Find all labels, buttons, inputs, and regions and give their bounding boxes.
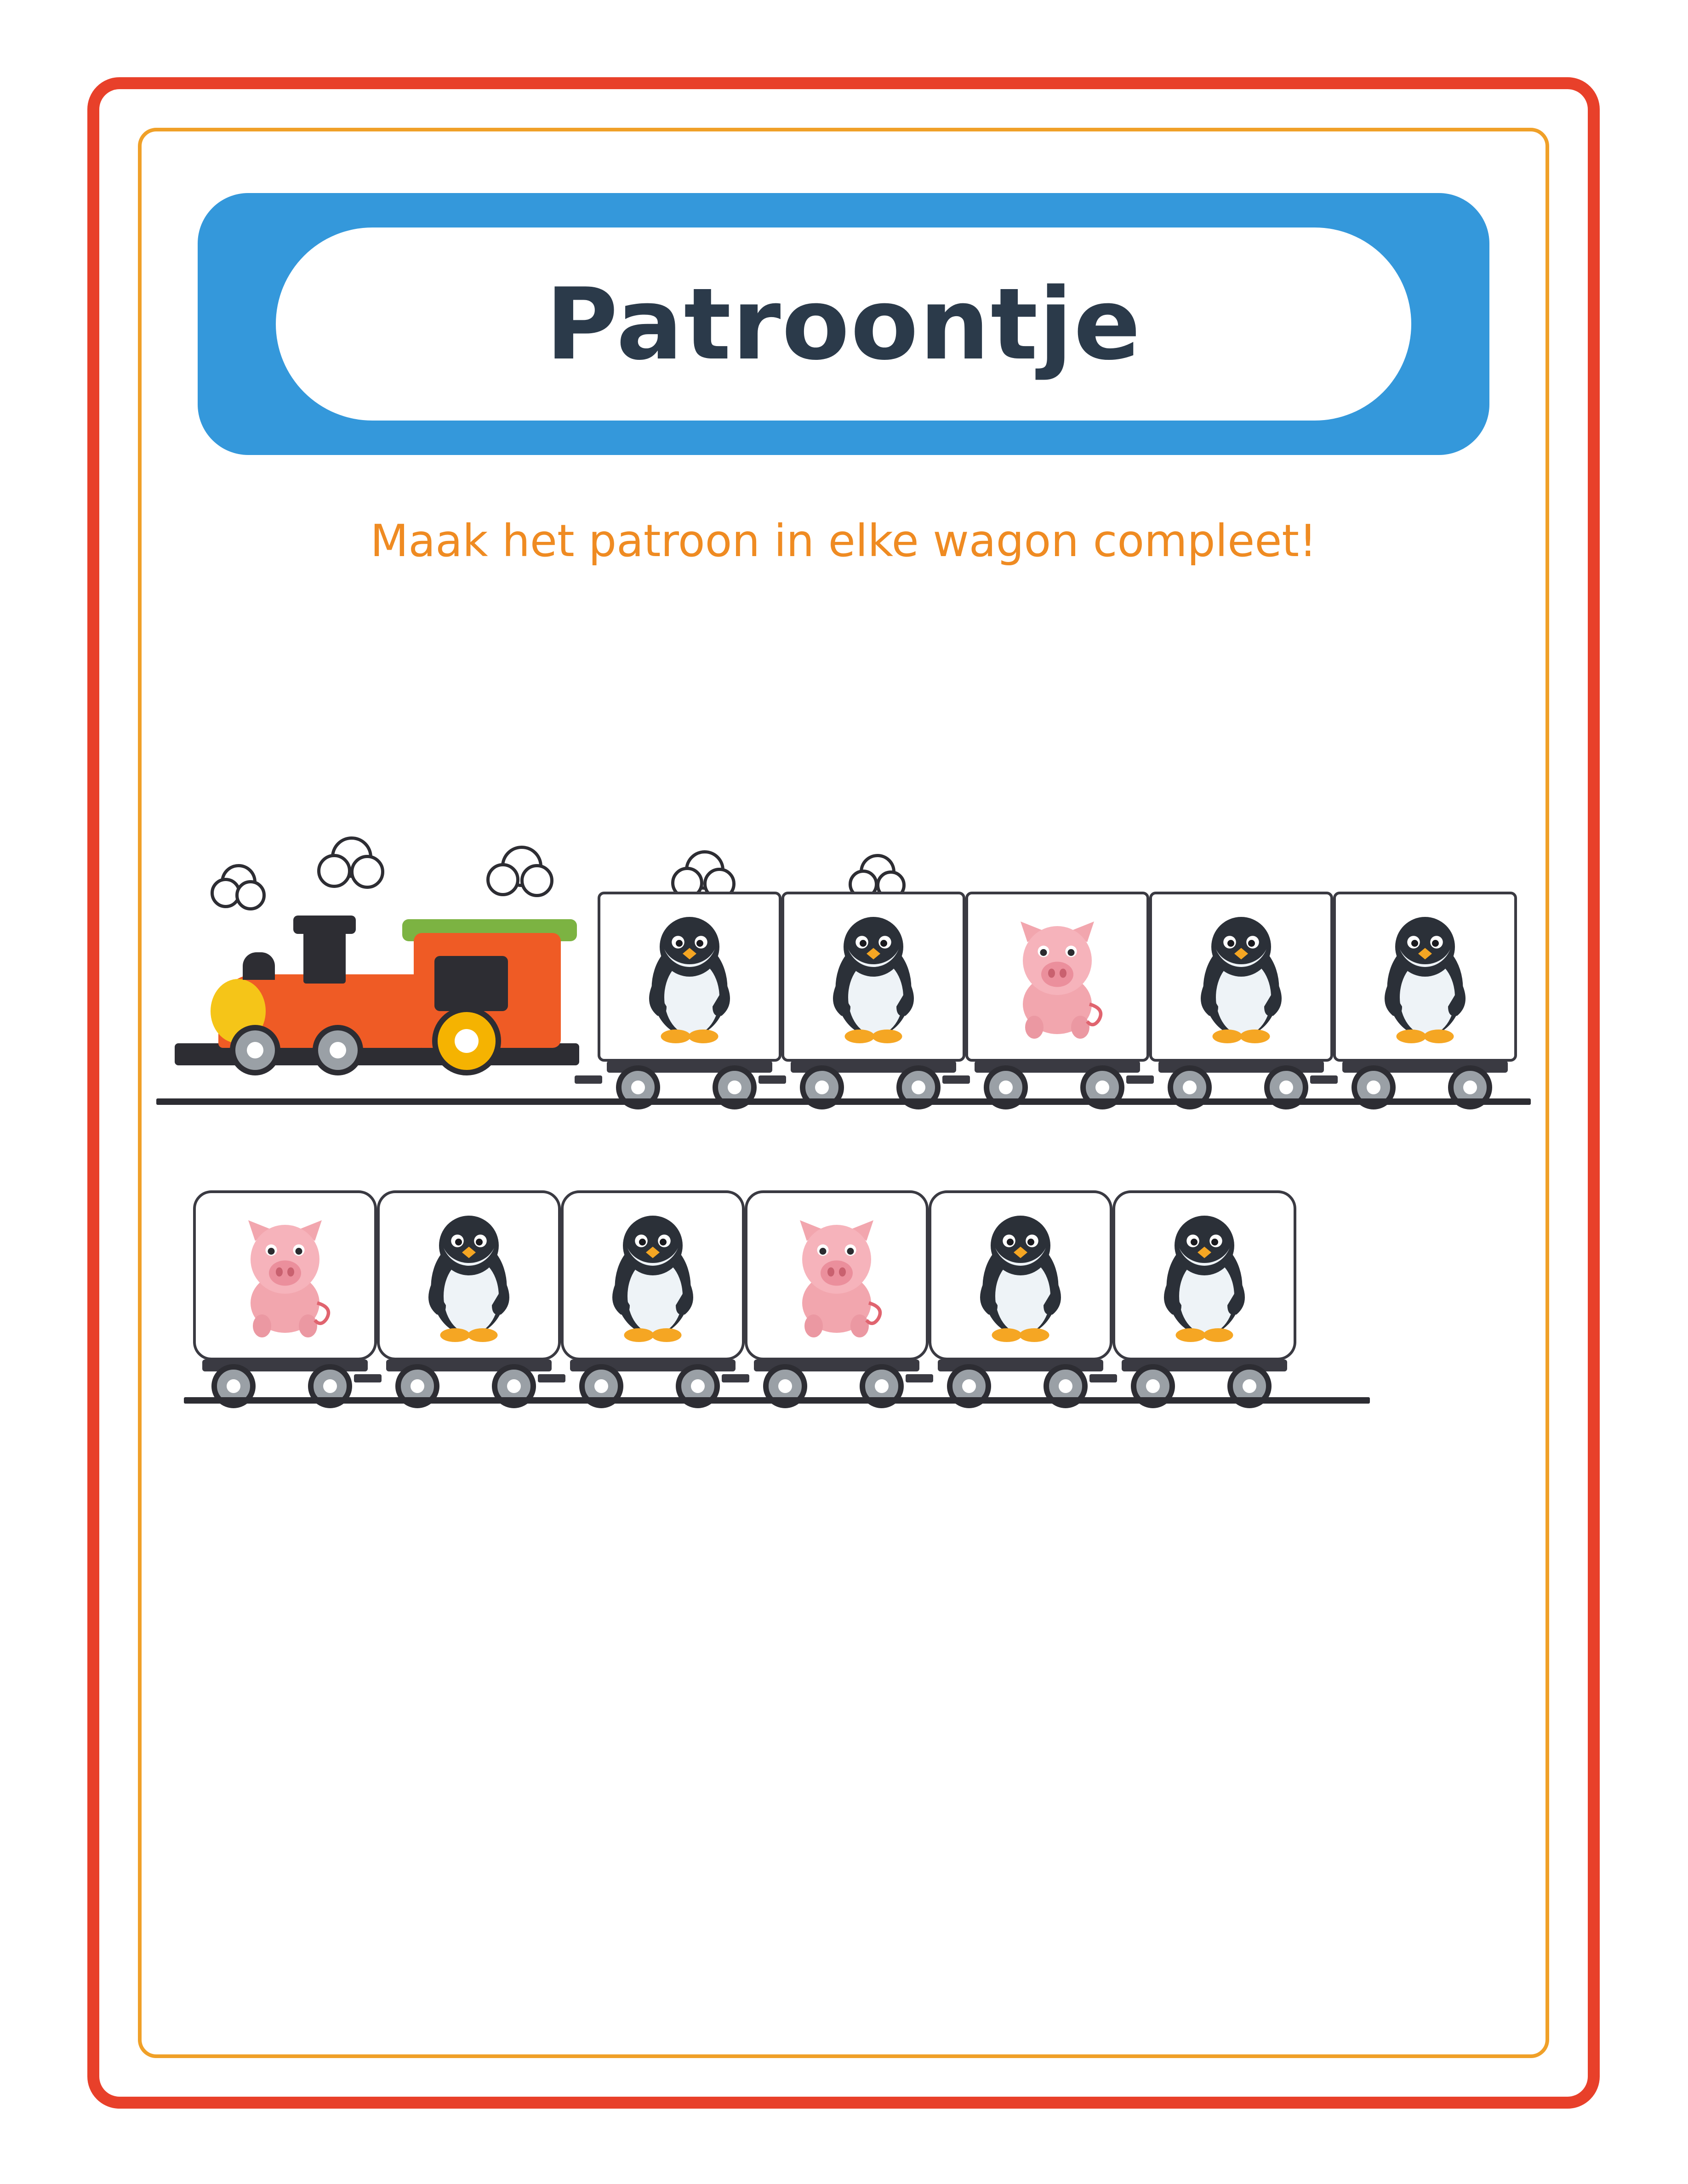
- penguin-icon: [593, 1206, 713, 1344]
- train-rail: [184, 1397, 1370, 1404]
- wagon-box[interactable]: [929, 1190, 1112, 1360]
- wagon[interactable]: [377, 1190, 561, 1402]
- wagon[interactable]: [598, 892, 781, 1103]
- instruction-text: Maak het patroon in elke wagon compleet!: [370, 515, 1317, 567]
- wagon-box[interactable]: [781, 892, 965, 1062]
- title-banner: [198, 193, 1489, 455]
- smoke-puff-icon: [350, 855, 384, 889]
- wagon[interactable]: [1333, 892, 1517, 1103]
- pig-icon: [998, 908, 1117, 1046]
- wagon[interactable]: [781, 892, 965, 1103]
- wagon[interactable]: [745, 1190, 929, 1402]
- wagon-box[interactable]: [1149, 892, 1333, 1062]
- wagon-box[interactable]: [745, 1190, 929, 1360]
- page-title: Patroontje: [545, 266, 1142, 382]
- wagon-box[interactable]: [965, 892, 1149, 1062]
- pig-icon: [225, 1206, 345, 1344]
- pig-icon: [777, 1206, 896, 1344]
- wagon[interactable]: [929, 1190, 1112, 1402]
- wagon[interactable]: [1112, 1190, 1296, 1402]
- penguin-icon: [961, 1206, 1080, 1344]
- wagon-box[interactable]: [1333, 892, 1517, 1062]
- train-rail: [156, 1098, 1531, 1105]
- wagon-box[interactable]: [1112, 1190, 1296, 1360]
- wagon-box[interactable]: [193, 1190, 377, 1360]
- wagon-box[interactable]: [598, 892, 781, 1062]
- train-row-1: [138, 809, 1549, 1131]
- title-banner-inner: [276, 228, 1411, 421]
- steam-locomotive-icon: [175, 892, 579, 1103]
- penguin-icon: [630, 908, 749, 1046]
- penguin-icon: [1181, 908, 1301, 1046]
- penguin-icon: [1365, 908, 1485, 1046]
- wagon-box[interactable]: [561, 1190, 745, 1360]
- penguin-icon: [409, 1206, 529, 1344]
- wagon[interactable]: [561, 1190, 745, 1402]
- wagon[interactable]: [193, 1190, 377, 1402]
- train-row-2: [138, 1108, 1549, 1429]
- penguin-icon: [814, 908, 933, 1046]
- wagon[interactable]: [965, 892, 1149, 1103]
- wagon-box[interactable]: [377, 1190, 561, 1360]
- train-illustrations: [138, 781, 1549, 1494]
- penguin-icon: [1145, 1206, 1264, 1344]
- wagon[interactable]: [1149, 892, 1333, 1103]
- smoke-puff-icon: [317, 854, 351, 888]
